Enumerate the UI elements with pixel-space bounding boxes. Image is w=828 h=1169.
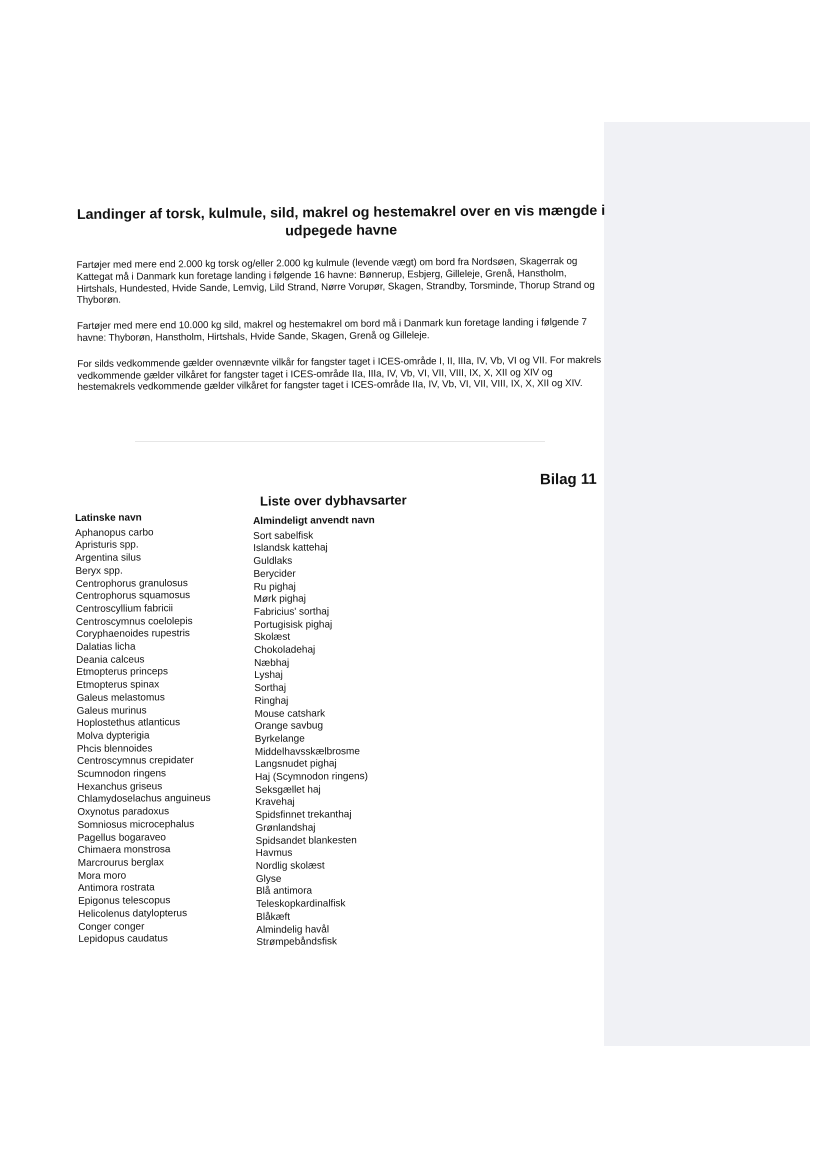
- latin-name-item: Phcis blennoides: [76, 743, 153, 755]
- latin-name-item: Centrophorus squamosus: [75, 590, 191, 603]
- latin-name-item: Marcrourus berglax: [77, 857, 164, 869]
- latin-name-item: Galeus melastomus: [76, 692, 165, 704]
- common-name-item: Berycider: [253, 568, 296, 580]
- common-names-column: [253, 514, 456, 949]
- common-name-item: Nordlig skolæst: [255, 860, 325, 872]
- common-name-item: Portugisisk pighaj: [253, 619, 333, 631]
- scan-shadow-region: [604, 122, 810, 1046]
- common-name-item: Fabricius' sorthaj: [253, 606, 330, 618]
- latin-names-header: Latinske navn: [75, 512, 142, 524]
- latin-name-item: Lepidopus caudatus: [78, 933, 168, 946]
- paragraph-ices-areas: For silds vedkommende gælder ovennævnte vilkår for fangster taget i ICES-område I, II, IIIa, IV, Vb, VI og VII. For makrels vedkommende gælder vilkåret for fangster taget i ICES-område IIa, IIIa, IV, Vb, VI, VII, VIII, IX, X, XII og XIV og hestemakrels vedkommende gælder vilkåret for fangster taget i ICES-område IIa, IV, Vb, VI, VII, VIII, IX, X, XII og XIV.: [77, 354, 602, 394]
- latin-name-item: Argentina silus: [75, 552, 141, 565]
- common-name-item: Kravehaj: [255, 797, 295, 809]
- common-name-item: Glyse: [255, 873, 282, 885]
- common-name-item: Seksgællet haj: [255, 784, 321, 796]
- common-name-item: Middelhavsskælbrosme: [254, 745, 360, 758]
- common-name-item: Blåkæft: [256, 911, 291, 923]
- common-name-item: Byrkelange: [254, 733, 305, 745]
- latin-name-item: Mora moro: [77, 870, 127, 882]
- common-name-item: Blå antimora: [255, 885, 313, 898]
- common-name-item: Langsnudet pighaj: [254, 758, 337, 771]
- latin-name-item: Chimaera monstrosa: [77, 844, 171, 857]
- latin-name-item: Dalatias licha: [76, 641, 136, 654]
- common-name-item: Ringhaj: [254, 695, 289, 707]
- document-section: [76, 202, 607, 394]
- latin-name-item: Centroscyllium fabricii: [75, 603, 174, 615]
- latin-names-column: [75, 512, 248, 947]
- common-name-item: Orange savbug: [254, 720, 324, 733]
- latin-name-item: Conger conger: [78, 920, 145, 933]
- latin-name-item: Scumnodon ringens: [77, 768, 167, 781]
- latin-name-item: Hexanchus griseus: [77, 781, 163, 793]
- latin-name-item: Apristuris spp.: [75, 539, 139, 552]
- common-name-item: Chokoladehaj: [254, 644, 316, 657]
- latin-name-item: Etmopterus princeps: [76, 666, 169, 679]
- latin-name-item: Beryx spp.: [75, 565, 123, 577]
- common-name-item: Spidsfinnet trekanthaj: [255, 809, 352, 822]
- paragraph-herring-mackerel-landings: Fartøjer med mere end 10.000 kg sild, makrel og hestemakrel om bord må i Danmark kun foretage landing i følgende 7 havne: Thyborøn, Hanstholm, Hirtshals, Hvide Sande, Skagen, Grenå og Gilleleje.: [76, 317, 587, 344]
- species-list-title: Liste over dybhavsarter: [259, 492, 407, 509]
- latin-name-item: Somniosus microcephalus: [77, 818, 195, 831]
- common-name-item: Strømpebåndsfisk: [256, 936, 337, 949]
- latin-name-item: Centroscymnus coelolepis: [75, 615, 193, 628]
- latin-name-item: Hoplostethus atlanticus: [76, 717, 181, 730]
- common-name-item: Almindelig havål: [256, 923, 330, 936]
- common-name-item: Islandsk kattehaj: [253, 542, 328, 555]
- latin-names-list: [75, 526, 248, 947]
- latin-name-item: Centrophorus granulosus: [75, 577, 188, 590]
- latin-name-item: Etmopterus spinax: [76, 679, 160, 692]
- common-name-item: Ru pighaj: [253, 581, 296, 593]
- latin-name-item: Molva dypterigia: [76, 730, 150, 742]
- latin-name-item: Aphanopus carbo: [75, 527, 154, 539]
- latin-name-item: Galeus murinus: [76, 704, 147, 717]
- common-name-item: Havmus: [255, 847, 293, 860]
- common-names-header: Almindeligt anvendt navn: [253, 515, 375, 527]
- latin-name-item: Deania calceus: [76, 654, 145, 666]
- common-name-item: Sort sabelfisk: [253, 530, 314, 542]
- latin-name-item: Epigonus telescopus: [78, 895, 171, 908]
- annex-label: Bilag 11: [539, 470, 597, 489]
- common-name-item: Grønlandshaj: [255, 822, 316, 834]
- latin-name-item: Centroscymnus crepidater: [76, 755, 194, 768]
- common-name-item: Mouse catshark: [254, 707, 326, 720]
- latin-name-item: Antimora rostrata: [77, 882, 155, 895]
- common-name-item: Mørk pighaj: [253, 593, 306, 606]
- latin-name-item: Helicolenus datylopterus: [78, 907, 188, 920]
- common-name-item: Sorthaj: [254, 682, 287, 695]
- common-names-list: [253, 529, 456, 950]
- paragraph-cod-hake-landings: Fartøjer med mere end 2.000 kg torsk og/eller 2.000 kg kulmule (levende vægt) om bord fra Nordsøen, Skagerrak og Kattegat må i Danmark kun foretage landing i følgende 16 havne: Bønnerup, Esbjerg, Gilleleje, Grenå, Hanstholm, Hirtshals, Hundested, Hvide Sande, Lemvig, Lild Strand, Nørre Vorupør, Skagen, Strandby, Torsminde, Thorup Strand og Thyborøn.: [76, 256, 595, 307]
- latin-name-item: Oxynotus paradoxus: [77, 806, 170, 819]
- page-title: Landinger af torsk, kulmule, sild, makrel og hestemakrel over en vis mængde i udpegede havne: [76, 202, 606, 240]
- common-name-item: Spidsandet blankesten: [255, 834, 357, 847]
- divider-line: [135, 441, 545, 442]
- common-name-item: Lyshaj: [254, 670, 283, 682]
- common-name-item: Teleskopkardinalfisk: [256, 898, 346, 911]
- common-name-item: Skolæst: [253, 632, 291, 644]
- common-name-item: Haj (Scymnodon ringens): [255, 771, 368, 784]
- latin-name-item: Chlamydoselachus anguineus: [77, 793, 211, 806]
- common-name-item: Næbhaj: [254, 657, 290, 669]
- common-name-item: Guldlaks: [253, 555, 293, 568]
- latin-name-item: Coryphaenoides rupestris: [75, 628, 190, 641]
- latin-name-item: Pagellus bogaraveo: [77, 831, 166, 844]
